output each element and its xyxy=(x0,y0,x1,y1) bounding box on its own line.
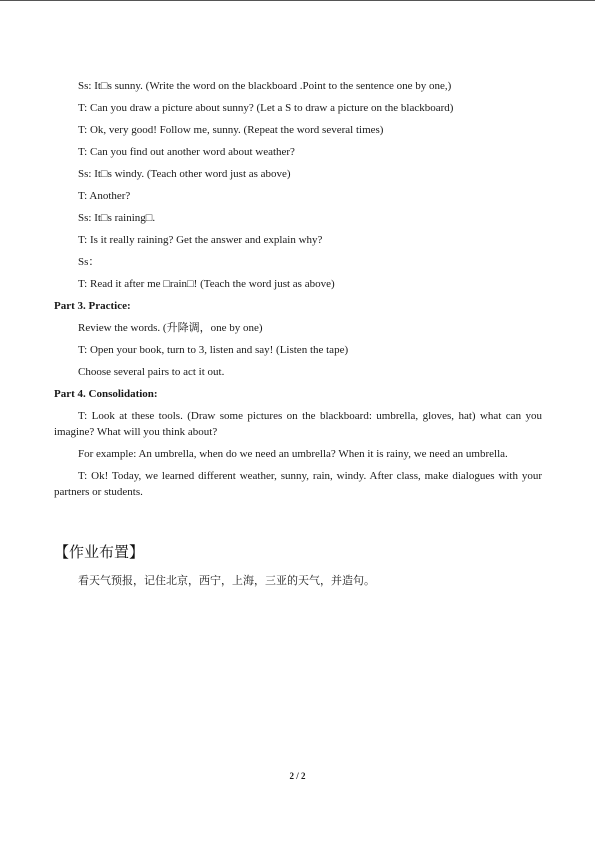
homework-title: 【作业布置】 xyxy=(54,543,145,561)
dialogue-line: Ss: It□s raining□. xyxy=(78,212,156,224)
consolidation-paragraph: T: Ok! Today, we learned different weather, sunny, rain, windy. After class, make dialogues with your partners or students. xyxy=(54,470,542,498)
dialogue-line: T: Another? xyxy=(78,190,131,202)
dialogue-line: T: Ok, very good! Follow me, sunny. (Repeat the word several times) xyxy=(78,124,384,136)
practice-line: Review the words. (升降调，one by one) xyxy=(78,322,263,334)
part4-heading: Part 4. Consolidation: xyxy=(54,388,158,400)
page-number: 2 / 2 xyxy=(289,771,306,781)
header-rule xyxy=(0,0,595,1)
consolidation-paragraph: T: Look at these tools. (Draw some pictures on the blackboard: umbrella, gloves, hat) what can you imagine? What will you think about? xyxy=(54,410,542,438)
document-body xyxy=(54,78,542,500)
dialogue-line: T: Can you draw a picture about sunny? (Let a S to draw a picture on the blackboard) xyxy=(78,102,454,114)
dialogue-line: Ss： xyxy=(78,256,100,268)
practice-line: Choose several pairs to act it out. xyxy=(78,366,225,378)
dialogue-line: T: Is it really raining? Get the answer and explain why? xyxy=(78,234,323,246)
part3-heading: Part 3. Practice: xyxy=(54,300,131,312)
practice-line: T: Open your book, turn to 3, listen and say! (Listen the tape) xyxy=(78,344,349,356)
consolidation-paragraph: For example: An umbrella, when do we need an umbrella? When it is rainy, we need an umbrella. xyxy=(78,448,508,460)
homework-text: 看天气预报，记住北京，西宁，上海，三亚的天气，并造句。 xyxy=(78,574,375,587)
dialogue-line: Ss: It□s windy. (Teach other word just as above) xyxy=(78,168,291,180)
dialogue-line: T: Read it after me □rain□! (Teach the word just as above) xyxy=(78,278,335,290)
dialogue-line: T: Can you find out another word about weather? xyxy=(78,146,295,158)
dialogue-line: Ss: It□s sunny. (Write the word on the blackboard .Point to the sentence one by one,) xyxy=(78,80,452,92)
